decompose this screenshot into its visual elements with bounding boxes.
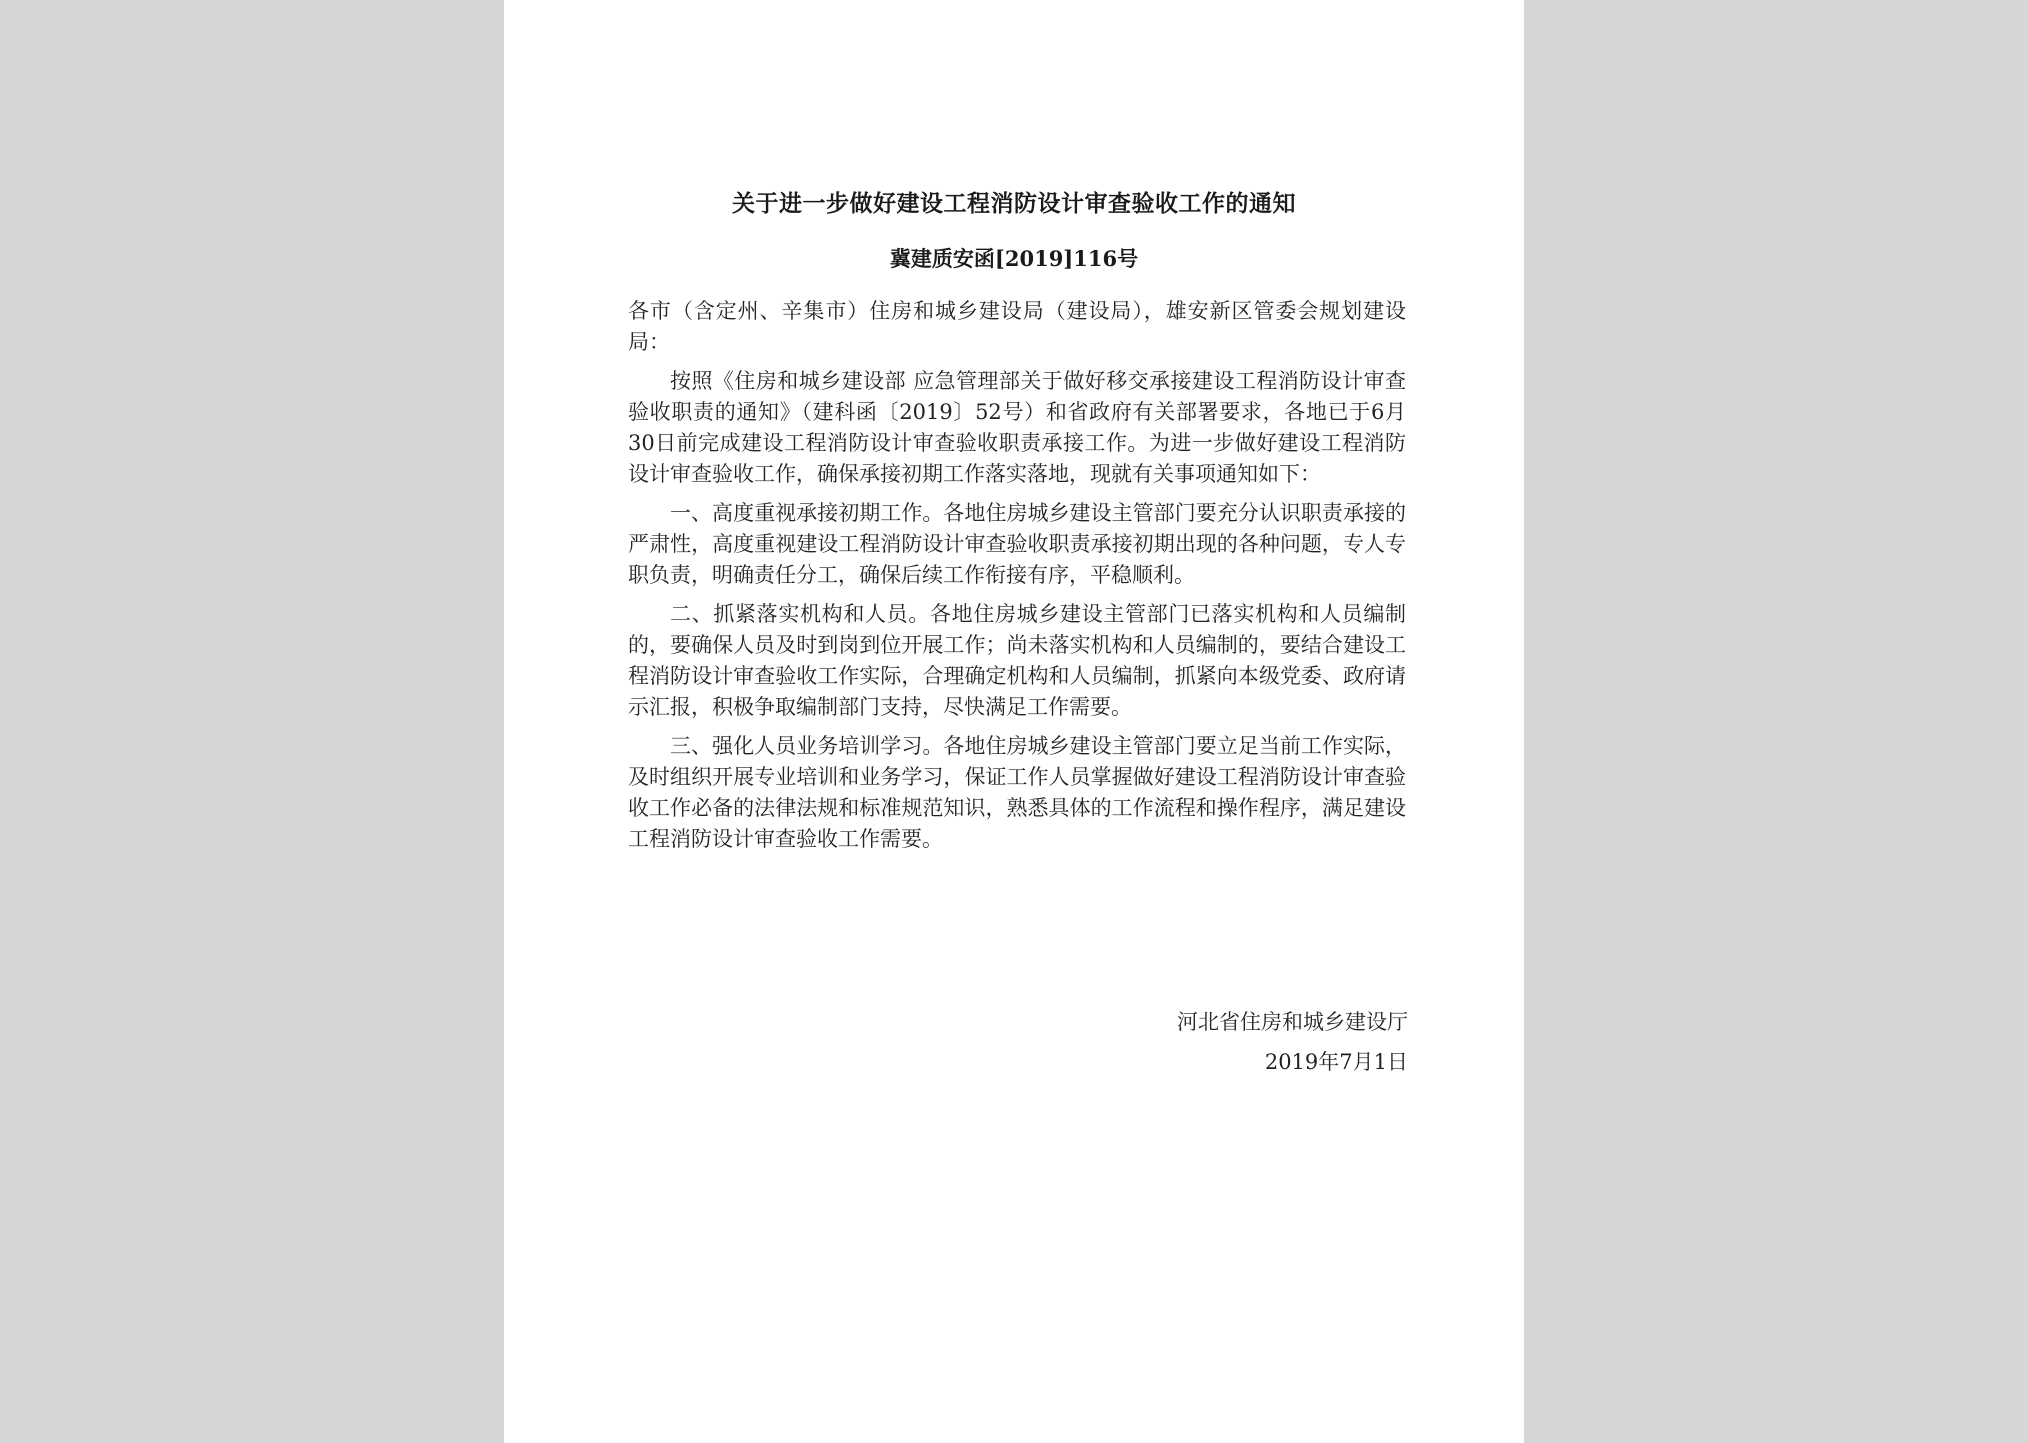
issue-date: 2019年7月1日 — [1264, 1050, 1408, 1074]
issuer-name: 河北省住房和城乡建设厅 — [1177, 1010, 1408, 1034]
paragraph-item-2: 二、抓紧落实机构和人员。各地住房城乡建设主管部门已落实机构和人员编制的，要确保人员及时到岗到位开展工作；尚未落实机构和人员编制的，要结合建设工程消防设计审查验收工作实际，合理确定机构和人员编制，抓紧向本级党委、政府请示汇报，积极争取编制部门支持，尽快满足工作需要。 — [628, 602, 1406, 719]
paragraph-item-1: 一、高度重视承接初期工作。各地住房城乡建设主管部门要充分认识职责承接的严肃性，高度重视建设工程消防设计审查验收职责承接初期出现的各种问题，专人专职负责，明确责任分工，确保后续工作衔接有序，平稳顺利。 — [628, 501, 1406, 587]
paragraph-item-3: 三、强化人员业务培训学习。各地住房城乡建设主管部门要立足当前工作实际，及时组织开展专业培训和业务学习，保证工作人员掌握做好建设工程消防设计审查验收工作必备的法律法规和标准规范知识，熟悉具体的工作流程和操作程序，满足建设工程消防设计审查验收工作需要。 — [628, 734, 1406, 851]
addressee: 各市（含定州、辛集市）住房和城乡建设局（建设局），雄安新区管委会规划建设局： — [628, 299, 1406, 354]
signature-block — [1177, 1002, 1408, 1082]
document-number: 冀建质安函[2019]116号 — [889, 246, 1139, 271]
document-page — [504, 0, 1524, 1443]
paragraph-intro: 按照《住房和城乡建设部 应急管理部关于做好移交承接建设工程消防设计审查验收职责的通知》（建科函〔2019〕52号）和省政府有关部署要求，各地已于6月30日前完成建设工程消防设计审查验收职责承接工作。为进一步做好建设工程消防设计审查验收工作，确保承接初期工作落实落地，现就有关事项通知如下： — [628, 369, 1406, 486]
document-title: 关于进一步做好建设工程消防设计审查验收工作的通知 — [732, 190, 1296, 217]
document-body — [628, 296, 1406, 863]
